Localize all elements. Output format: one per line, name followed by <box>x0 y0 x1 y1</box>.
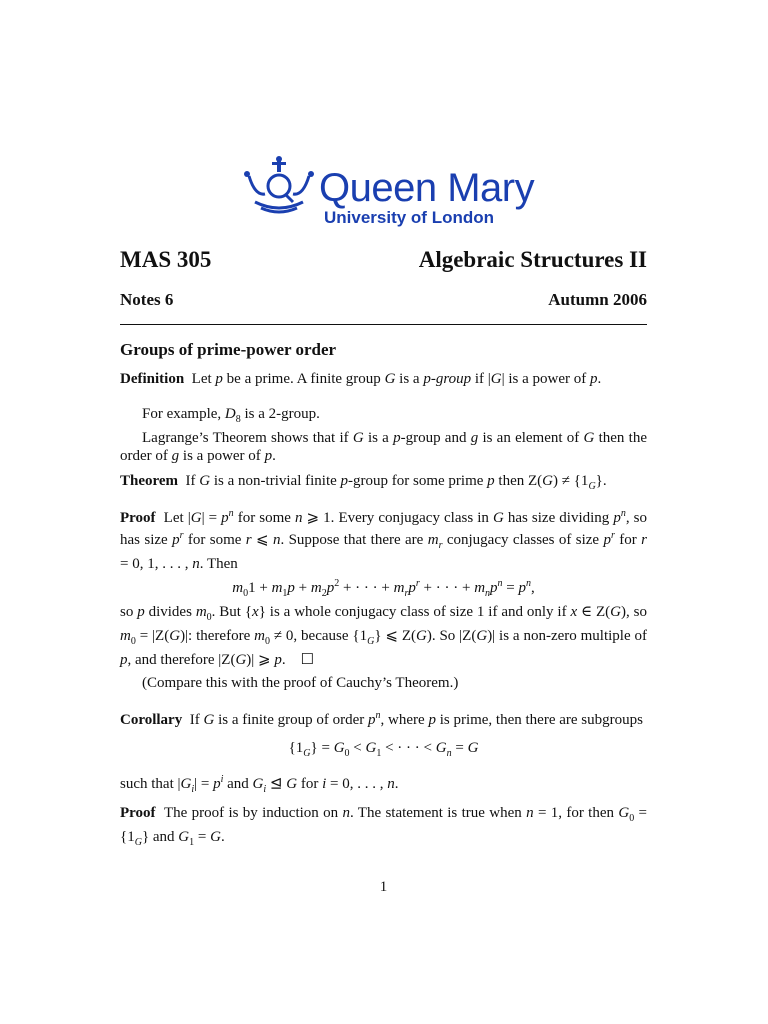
equation-subgroup-chain: $\{1_G\} = G_0 < G_1$ < · · · < $G_n = G$ <box>288 740 479 759</box>
logo-name: Queen Mary <box>319 166 535 210</box>
section-title: Groups of prime-power order <box>120 340 337 359</box>
course-title: Algebraic Structures II <box>418 247 647 272</box>
compare-note: (Compare this with the proof of Cauchy’s Theorem.) <box>142 675 459 691</box>
course-code: MAS 305 <box>120 247 212 272</box>
page-number: 1 <box>379 879 388 895</box>
notes-number: Notes 6 <box>120 290 174 309</box>
equation-class-sum: $m_01 + m_1p + m_2p^2$ + · · · + $m_rp^r$ + · · · + $m_np^n = p^n$, <box>232 578 535 599</box>
corollary-condition: such that $|G_i| = p^i$ and $G_i$ ⊴ G for i = 0, . . . , n. <box>120 774 399 795</box>
corollary-label: Corollary <box>120 712 183 728</box>
proof-block-2: Proof The proof is by induction on n. The statement is true when n = 1, for then $G_0 = \{1_G\}$ and $G_1 = G$. <box>120 805 647 848</box>
theorem-block: Theorem If G is a non-trivial finite p-group for some prime p then $Z(G) \ne \{1_G\}$. <box>120 473 607 492</box>
proof-label-2: Proof <box>120 805 156 821</box>
proof-continuation: so p divides $m_0$. But {x} is a whole conjugacy class of size 1 if and only if x ∈ Z(G), so $m_0 = |Z(G)|$: therefore $m_0 \ne 0$, because $\{1_G\}$ ⩽ Z(G). So |Z(G)| is a non-zero multiple of p, and therefore |Z(G)| ⩾ p. ☐ <box>120 604 648 668</box>
proof-label: Proof <box>120 510 156 526</box>
logo-subtitle: University of London <box>324 208 494 227</box>
crest-icon <box>241 156 317 216</box>
definition-block: Definition Let p be a prime. A finite group G is a p-group if |G| is a power of p. <box>120 371 602 387</box>
definition-label: Definition <box>120 371 185 387</box>
university-logo <box>241 156 541 236</box>
example-block: For example, $D_8$ is a 2-group. Lagrange’s Theorem shows that if G is a p-group and g is an element of G then the order of g is a power of p. <box>120 406 647 464</box>
proof-block-1: Proof Let $|G| = p^n$ for some n ⩾ 1. Every conjugacy class in G has size dividing $p^n$, so has size $p^r$ for some r ⩽ n. Suppose that there are $m_r$ conjugacy classes of size $p^r$ for r = 0, 1, . . . , n. Then <box>120 508 648 572</box>
course-header <box>120 247 647 273</box>
theorem-label: Theorem <box>120 473 179 489</box>
corollary-block: Corollary If G is a finite group of order $p^n$, where p is prime, then there are subgroups <box>120 710 643 728</box>
term: Autumn 2006 <box>548 290 647 309</box>
notes-header <box>120 290 647 310</box>
header-rule <box>120 324 647 325</box>
